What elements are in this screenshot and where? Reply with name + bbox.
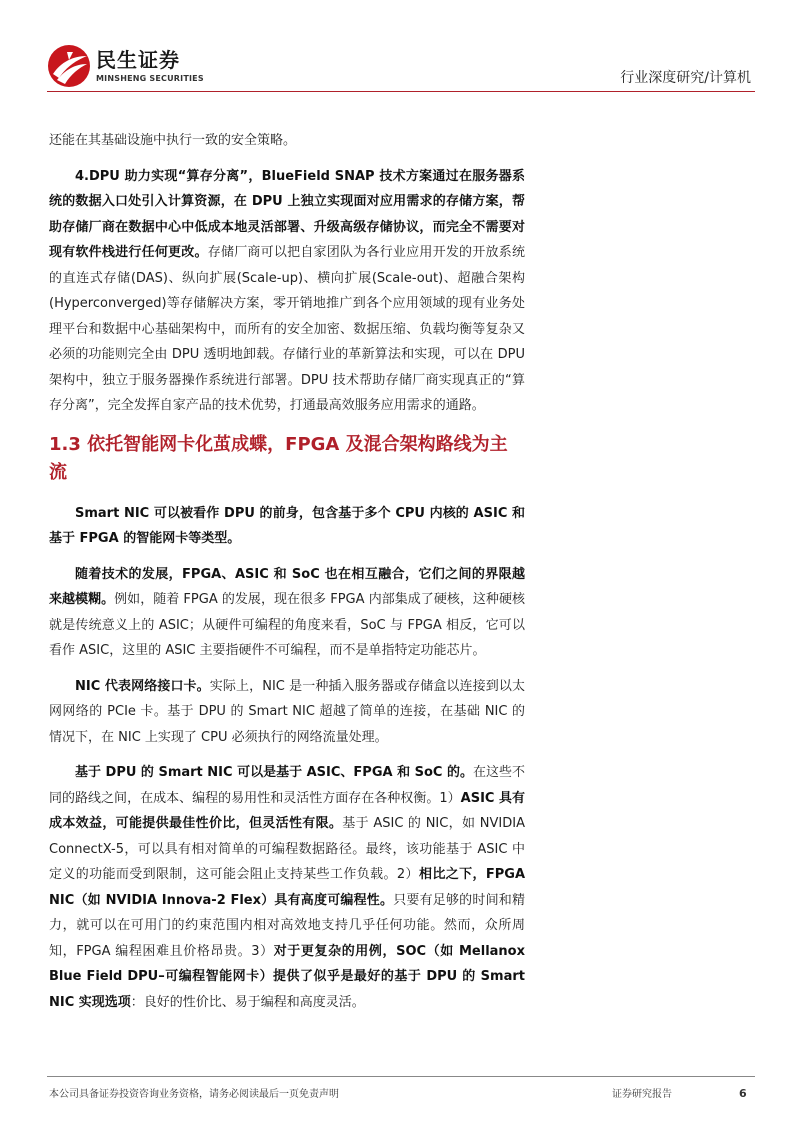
paragraph-6-text-1: 在这些不同的路线之间，在成本、编程的易用性和灵活性方面存在各种权衡。1） <box>49 765 525 806</box>
paragraph-1 <box>49 128 525 154</box>
main-content <box>49 128 525 1015</box>
footer-divider <box>47 1076 755 1077</box>
brand-name-cn: 民生证券 <box>96 48 180 72</box>
paragraph-6-bold-2: ASIC 具有成本效益，可能提供最佳性价比，但灵活性有限。 <box>49 790 525 831</box>
paragraph-2 <box>49 164 525 419</box>
paragraph-6-text-3: 只要有足够的时间和精力，就可以在可用门的约束范围内相对高效地支持几乎任何功能。然而，众所周知，FPGA 编程困难且价格昂贵。3） <box>49 892 525 959</box>
paragraph-6-text-4: ：良好的性价比、易于编程和高度灵活。 <box>130 994 365 1010</box>
paragraph-5-bold: NIC 代表网络接口卡。 <box>75 678 210 694</box>
page-number: 6 <box>739 1087 747 1100</box>
paragraph-3 <box>49 501 525 552</box>
paragraph-4-text: 例如，随着 FPGA 的发展，现在很多 FPGA 内部集成了硬核，这种硬核就是传统意义上的 ASIC；从硬件可编程的角度来看，SoC 与 FPGA 相反，它可以看作 ASIC，这里的 ASIC 主要指硬件不可编程，而不是单指特定功能芯片。 <box>49 592 525 658</box>
report-category: 行业深度研究/计算机 <box>620 70 751 86</box>
paragraph-4 <box>49 562 525 664</box>
minsheng-logo-icon <box>47 44 91 88</box>
paragraph-2-bold: 4.DPU 助力实现“算存分离”，BlueField SNAP 技术方案通过在服务器系统的数据入口处引入计算资源，在 DPU 上独立实现面对应用需求的存储方案，帮助存储厂商在数据中心中低成本地灵活部署、升级高级存储协议，而完全不需要对现有软件栈进行任何更改。 <box>49 168 525 260</box>
section-heading: 1.3 依托智能网卡化茧成蝶，FPGA 及混合架构路线为主流 <box>49 433 508 483</box>
page-header <box>0 0 802 100</box>
footer-report-type: 证券研究报告 <box>612 1089 672 1100</box>
paragraph-1-text: 还能在其基础设施中执行一致的安全策略。 <box>49 133 297 148</box>
brand-name-en: MINSHENG SECURITIES <box>96 74 204 83</box>
header-divider <box>47 91 755 92</box>
paragraph-6 <box>49 760 525 1015</box>
paragraph-2-text: 存储厂商可以把自家团队为各行业应用开发的开放系统的直连式存储(DAS)、纵向扩展(Scale-up)、横向扩展(Scale-out)、超融合架构(Hyperconverged)等存储解决方案，零开销地推广到各个应用领域的现有业务处理平台和数据中心基础架构中，而所有的安全加密、数据压缩、负载均衡等复杂又必须的功能则完全由 DPU 透明地卸载。存储行业的革新算法和实现，可以在 DPU 架构中，独立于服务器操作系统进行部署。DPU 技术帮助存储厂商实现真正的“算存分离”，完全发挥自家产品的技术优势，打通最高效服务应用需求的通路。 <box>49 245 525 413</box>
paragraph-4-bold: 随着技术的发展，FPGA、ASIC 和 SoC 也在相互融合，它们之间的界限越来越模糊。 <box>49 566 525 607</box>
paragraph-6-bold-3: 相比之下，FPGA NIC（如 NVIDIA Innova-2 Flex）具有高度可编程性。 <box>49 867 525 908</box>
paragraph-6-bold-1: 基于 DPU 的 Smart NIC 可以是基于 ASIC、FPGA 和 SoC 的。 <box>75 765 473 780</box>
footer-disclaimer: 本公司具备证券投资咨询业务资格，请务必阅读最后一页免责声明 <box>49 1089 339 1100</box>
paragraph-6-bold-4: 对于更复杂的用例，SOC（如 Mellanox Blue Field DPU–可编程智能网卡）提供了似乎是最好的基于 DPU 的 Smart NIC 实现选项 <box>49 943 525 1010</box>
paragraph-5-text: 实际上，NIC 是一种插入服务器或存储盒以连接到以太网网络的 PCIe 卡。基于 DPU 的 Smart NIC 超越了简单的连接，在基础 NIC 的情况下，在 NIC 上实现了 CPU 必须执行的网络流量处理。 <box>49 678 525 745</box>
paragraph-6-text-2: 基于 ASIC 的 NIC，如 NVIDIA ConnectX-5，可以具有相对简单的可编程数据路径。最终，该功能基于 ASIC 中定义的功能而受到限制，这可能会阻止支持某些工作负载。2） <box>49 816 525 882</box>
paragraph-3-bold: Smart NIC 可以被看作 DPU 的前身，包含基于多个 CPU 内核的 ASIC 和基于 FPGA 的智能网卡等类型。 <box>49 505 525 546</box>
paragraph-5 <box>49 674 525 751</box>
